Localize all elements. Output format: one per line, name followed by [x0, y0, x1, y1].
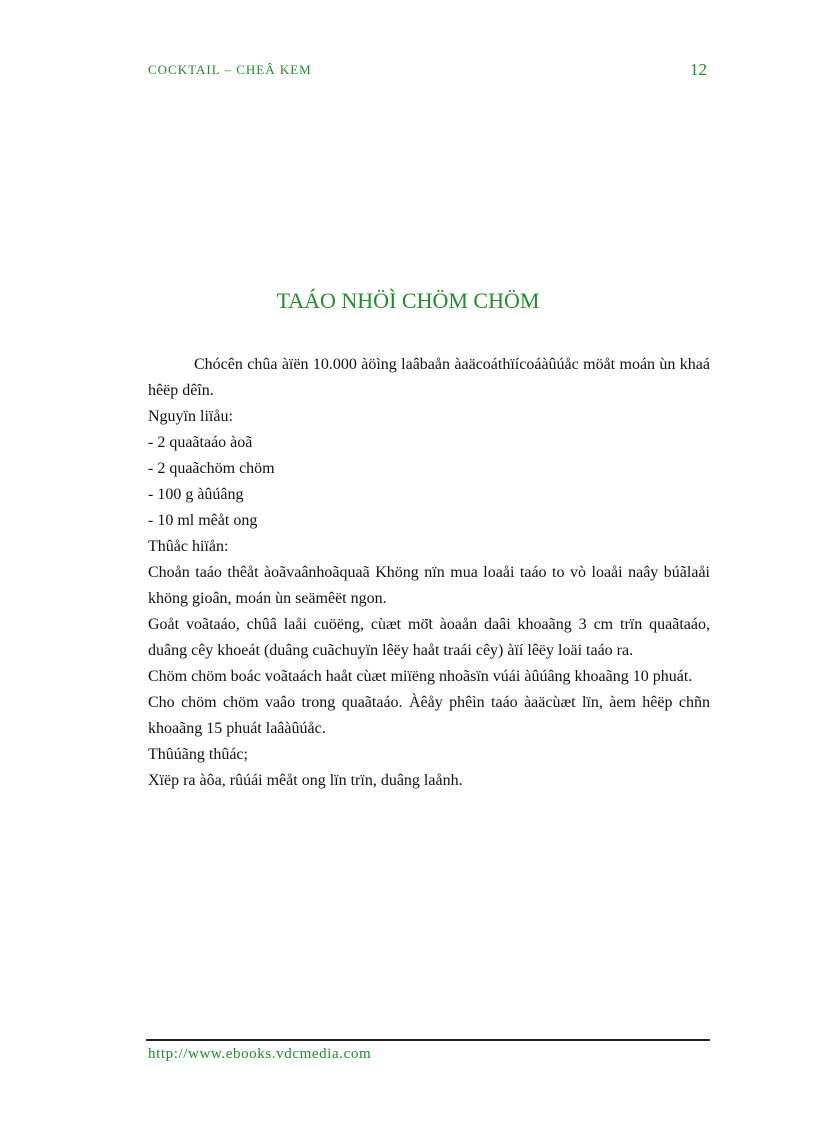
- recipe-title: TAÁO NHÖÌ CHÖM CHÖM: [276, 288, 540, 313]
- intro-paragraph: Chócên chûa àïën 10.000 àöìng laâbaån àaäcoáthïícoáàûúåc möåt moán ùn khaá hêëp dêîn.: [148, 356, 710, 399]
- running-header: COCKTAIL – CHEÂ KEM: [148, 62, 312, 77]
- method-step: Cho chöm chöm vaâo trong quaãtaáo. Àêåy phêìn taáo àaäcùæt lïn, àem hêëp chñn khoaãng 15 phuát laâàûúåc.: [148, 694, 710, 737]
- footer-rule: [146, 1039, 710, 1041]
- serving-heading: Thûúãng thûác;: [148, 746, 248, 763]
- serving-instruction: Xïëp ra àôa, rûúái mêåt ong lïn trïn, duâng laånh.: [148, 772, 463, 789]
- ingredient-item: - 100 g àûúâng: [148, 486, 244, 503]
- method-step: Goåt voãtaáo, chûâ laåi cuöëng, cùæt mö̈t àoaån daâi khoaãng 3 cm trïn quaãtaáo, duâng cêy khoeát (duâng cuãchuyïn lêëy haåt traái cêy) àïí lêëy loäi taáo ra.: [148, 616, 710, 659]
- ingredient-item: - 10 ml mêåt ong: [148, 512, 258, 529]
- ingredients-heading: Nguyïn liïåu:: [148, 408, 233, 425]
- method-step: Choån taáo thêåt àoãvaânhoãquaã Khöng nïn mua loaåi taáo to vò loaåi naây búãlaåi khöng gioân, moán ùn seämêët ngon.: [148, 564, 710, 607]
- page-number: 12: [690, 60, 707, 79]
- ingredient-item: - 2 quaãchöm chöm: [148, 460, 275, 477]
- ingredient-item: - 2 quaãtaáo àoã: [148, 434, 253, 451]
- method-heading: Thûåc hiïån:: [148, 538, 229, 555]
- method-step: Chöm chöm boác voãtaách haåt cùæt miïëng nhoãsïn vúái àûúâng khoaãng 10 phuát.: [148, 668, 693, 685]
- recipe-body: [148, 352, 710, 794]
- footer-link[interactable]: http://www.ebooks.vdcmedia.com: [148, 1046, 372, 1062]
